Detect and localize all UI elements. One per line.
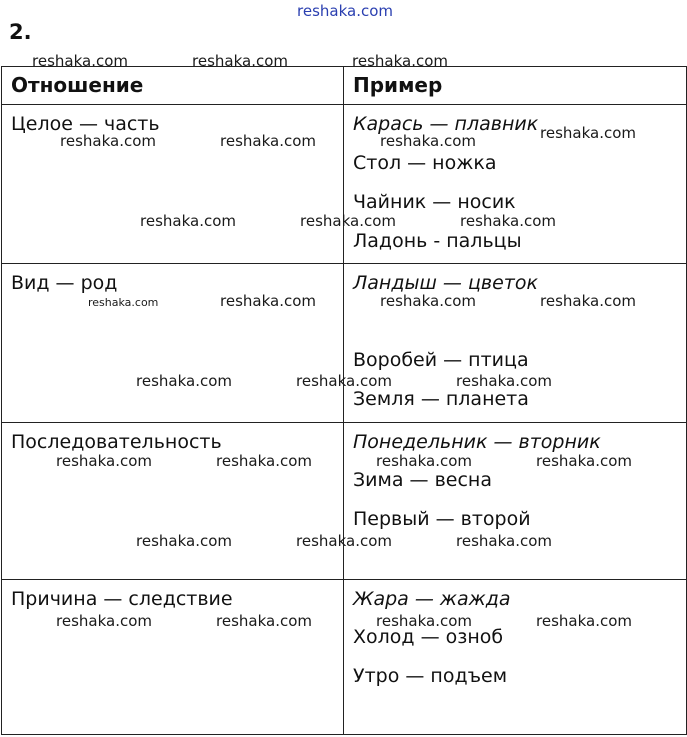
table-row xyxy=(2,264,687,423)
watermark-text: reshaka.com xyxy=(136,532,232,550)
relations-table xyxy=(1,66,687,735)
watermark-text: reshaka.com xyxy=(296,372,392,390)
example-item: Земля — планета xyxy=(353,388,529,410)
watermark-text: reshaka.com xyxy=(540,124,636,142)
watermark-text: reshaka.com xyxy=(300,212,396,230)
relation-name: Вид — род xyxy=(11,272,118,294)
relation-cell xyxy=(2,264,344,423)
watermark-text: reshaka.com xyxy=(380,132,476,150)
table-row xyxy=(2,423,687,580)
watermark-text: reshaka.com xyxy=(56,612,152,630)
watermark-text: reshaka.com xyxy=(60,132,156,150)
relation-name: Целое — часть xyxy=(11,113,160,135)
watermark-text: reshaka.com xyxy=(460,212,556,230)
watermark-text: reshaka.com xyxy=(216,452,312,470)
column-header-relation: Отношение xyxy=(2,67,344,105)
watermark-text: reshaka.com xyxy=(296,532,392,550)
example-item: Жара — жажда xyxy=(353,588,511,610)
watermark-text: reshaka.com xyxy=(32,52,128,70)
watermark-text: reshaka.com xyxy=(192,52,288,70)
watermark-text: reshaka.com xyxy=(56,452,152,470)
watermark-text: reshaka.com xyxy=(536,612,632,630)
example-item: Зима — весна xyxy=(353,469,492,491)
relation-name: Последовательность xyxy=(11,431,222,453)
example-item: Утро — подъем xyxy=(353,665,508,687)
task-number: 2. xyxy=(9,20,32,44)
example-item: Понедельник — вторник xyxy=(353,431,601,453)
relation-cell xyxy=(2,423,344,580)
example-item: Ладонь - пальцы xyxy=(353,230,522,252)
table-row xyxy=(2,580,687,735)
watermark-text: reshaka.com xyxy=(376,612,472,630)
watermark-text: reshaka.com xyxy=(352,52,448,70)
watermark-text: reshaka.com xyxy=(216,612,312,630)
site-header-link[interactable]: reshaka.com xyxy=(297,2,393,20)
watermark-text: reshaka.com xyxy=(536,452,632,470)
watermark-text: reshaka.com xyxy=(456,532,552,550)
watermark-text: reshaka.com xyxy=(88,296,159,309)
relation-name: Причина — следствие xyxy=(11,588,233,610)
example-item: Воробей — птица xyxy=(353,349,529,371)
example-item: Ландыш — цветок xyxy=(353,272,538,294)
watermark-text: reshaka.com xyxy=(456,372,552,390)
table-header-row xyxy=(2,67,687,105)
example-item: Стол — ножка xyxy=(353,152,497,174)
examples-cell xyxy=(344,423,687,580)
watermark-text: reshaka.com xyxy=(376,452,472,470)
watermark-text: reshaka.com xyxy=(540,292,636,310)
watermark-text: reshaka.com xyxy=(220,132,316,150)
relation-cell xyxy=(2,580,344,735)
watermark-text: reshaka.com xyxy=(380,292,476,310)
examples-cell xyxy=(344,580,687,735)
column-header-example: Пример xyxy=(344,67,687,105)
example-item: Холод — озноб xyxy=(353,626,504,648)
watermark-text: reshaka.com xyxy=(220,292,316,310)
relation-cell xyxy=(2,105,344,264)
example-item: Первый — второй xyxy=(353,508,531,530)
watermark-text: reshaka.com xyxy=(140,212,236,230)
example-item: Карась — плавник xyxy=(353,113,539,135)
watermark-text: reshaka.com xyxy=(136,372,232,390)
examples-cell xyxy=(344,264,687,423)
example-item: Чайник — носик xyxy=(353,191,516,213)
